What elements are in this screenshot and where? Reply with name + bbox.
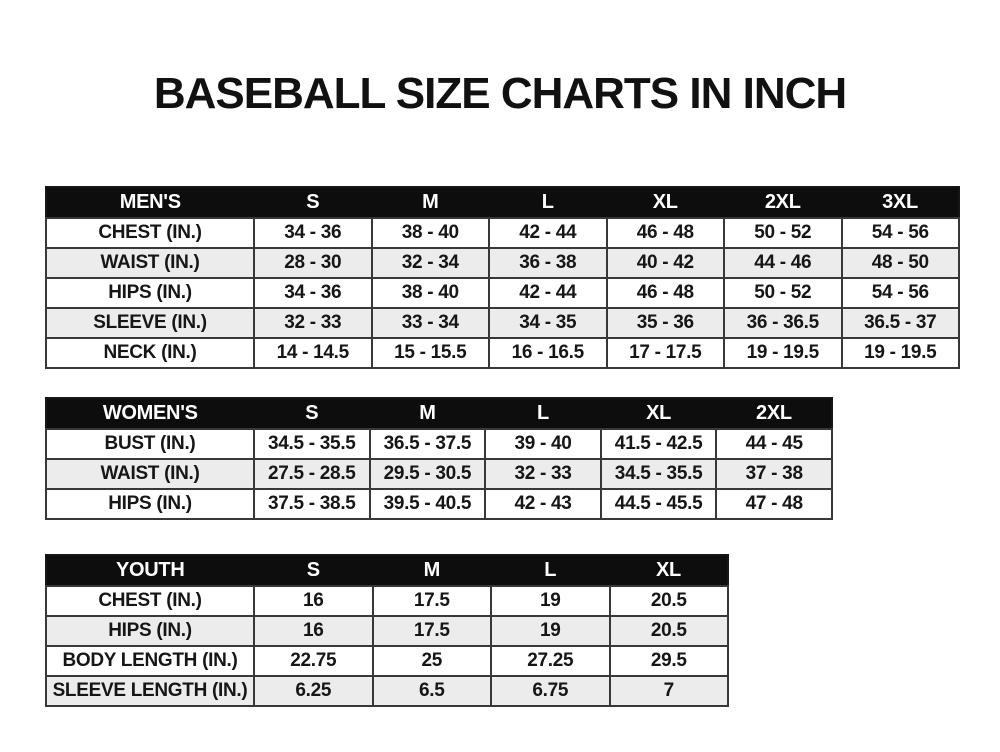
row-label: NECK (IN.) (46, 338, 254, 368)
size-value-cell: 36 - 36.5 (724, 308, 842, 338)
size-value-cell: 46 - 48 (607, 278, 725, 308)
category-header: MEN'S (46, 187, 254, 218)
size-value-cell: 27.5 - 28.5 (254, 459, 370, 489)
size-value-cell: 27.25 (491, 646, 610, 676)
size-value-cell: 6.25 (254, 676, 373, 706)
size-value-cell: 39 - 40 (485, 429, 601, 459)
table-row (46, 459, 832, 489)
size-value-cell: 42 - 44 (489, 218, 607, 248)
row-label: BODY LENGTH (IN.) (46, 646, 254, 676)
table-header-row (46, 398, 832, 429)
size-value-cell: 46 - 48 (607, 218, 725, 248)
size-column-header: S (254, 187, 372, 218)
womens-size-table (45, 397, 833, 520)
size-value-cell: 6.75 (491, 676, 610, 706)
size-value-cell: 19 (491, 616, 610, 646)
row-label: WAIST (IN.) (46, 248, 254, 278)
size-column-header: 2XL (724, 187, 842, 218)
size-value-cell: 34.5 - 35.5 (254, 429, 370, 459)
size-column-header: XL (610, 555, 729, 586)
table-row (46, 429, 832, 459)
size-value-cell: 44 - 46 (724, 248, 842, 278)
size-value-cell: 37 - 38 (716, 459, 832, 489)
size-value-cell: 44.5 - 45.5 (601, 489, 717, 519)
size-column-header: L (485, 398, 601, 429)
mens-size-table-grid (45, 186, 960, 369)
size-value-cell: 28 - 30 (254, 248, 372, 278)
size-value-cell: 22.75 (254, 646, 373, 676)
size-value-cell: 34 - 36 (254, 218, 372, 248)
size-value-cell: 14 - 14.5 (254, 338, 372, 368)
size-value-cell: 50 - 52 (724, 278, 842, 308)
table-header-row (46, 555, 728, 586)
size-value-cell: 32 - 33 (485, 459, 601, 489)
size-value-cell: 54 - 56 (842, 278, 960, 308)
size-value-cell: 7 (610, 676, 729, 706)
size-value-cell: 17.5 (373, 616, 492, 646)
size-value-cell: 17.5 (373, 586, 492, 616)
size-value-cell: 33 - 34 (372, 308, 490, 338)
size-value-cell: 20.5 (610, 616, 729, 646)
size-value-cell: 38 - 40 (372, 218, 490, 248)
size-value-cell: 40 - 42 (607, 248, 725, 278)
size-column-header: XL (607, 187, 725, 218)
table-row (46, 338, 959, 368)
table-row (46, 248, 959, 278)
size-value-cell: 19 - 19.5 (724, 338, 842, 368)
size-value-cell: 36.5 - 37 (842, 308, 960, 338)
youth-size-table (45, 554, 729, 707)
size-value-cell: 34.5 - 35.5 (601, 459, 717, 489)
table-row (46, 616, 728, 646)
table-row (46, 218, 959, 248)
size-value-cell: 20.5 (610, 586, 729, 616)
size-value-cell: 19 - 19.5 (842, 338, 960, 368)
row-label: CHEST (IN.) (46, 586, 254, 616)
size-value-cell: 15 - 15.5 (372, 338, 490, 368)
youth-size-table-grid (45, 554, 729, 707)
table-row (46, 586, 728, 616)
size-value-cell: 47 - 48 (716, 489, 832, 519)
table-row (46, 676, 728, 706)
size-column-header: S (254, 555, 373, 586)
size-value-cell: 16 - 16.5 (489, 338, 607, 368)
size-column-header: XL (601, 398, 717, 429)
row-label: SLEEVE (IN.) (46, 308, 254, 338)
size-value-cell: 38 - 40 (372, 278, 490, 308)
size-value-cell: 16 (254, 586, 373, 616)
size-value-cell: 29.5 (610, 646, 729, 676)
size-value-cell: 39.5 - 40.5 (370, 489, 486, 519)
size-value-cell: 29.5 - 30.5 (370, 459, 486, 489)
table-row (46, 308, 959, 338)
size-column-header: 3XL (842, 187, 960, 218)
size-value-cell: 48 - 50 (842, 248, 960, 278)
size-value-cell: 35 - 36 (607, 308, 725, 338)
size-value-cell: 32 - 33 (254, 308, 372, 338)
size-value-cell: 16 (254, 616, 373, 646)
size-value-cell: 32 - 34 (372, 248, 490, 278)
category-header: YOUTH (46, 555, 254, 586)
table-row (46, 489, 832, 519)
size-value-cell: 37.5 - 38.5 (254, 489, 370, 519)
size-value-cell: 34 - 35 (489, 308, 607, 338)
size-value-cell: 36.5 - 37.5 (370, 429, 486, 459)
table-header-row (46, 187, 959, 218)
size-column-header: S (254, 398, 370, 429)
size-value-cell: 41.5 - 42.5 (601, 429, 717, 459)
category-header: WOMEN'S (46, 398, 254, 429)
size-column-header: L (489, 187, 607, 218)
size-value-cell: 19 (491, 586, 610, 616)
size-value-cell: 6.5 (373, 676, 492, 706)
size-value-cell: 36 - 38 (489, 248, 607, 278)
size-value-cell: 44 - 45 (716, 429, 832, 459)
row-label: HIPS (IN.) (46, 489, 254, 519)
size-value-cell: 17 - 17.5 (607, 338, 725, 368)
size-column-header: 2XL (716, 398, 832, 429)
size-value-cell: 50 - 52 (724, 218, 842, 248)
size-value-cell: 25 (373, 646, 492, 676)
size-column-header: M (373, 555, 492, 586)
size-value-cell: 42 - 44 (489, 278, 607, 308)
mens-size-table (45, 186, 960, 369)
table-row (46, 646, 728, 676)
row-label: WAIST (IN.) (46, 459, 254, 489)
table-row (46, 278, 959, 308)
page-title: BASEBALL SIZE CHARTS IN INCH (153, 69, 847, 118)
womens-size-table-grid (45, 397, 833, 520)
size-value-cell: 54 - 56 (842, 218, 960, 248)
size-value-cell: 34 - 36 (254, 278, 372, 308)
row-label: CHEST (IN.) (46, 218, 254, 248)
size-column-header: M (370, 398, 486, 429)
row-label: SLEEVE LENGTH (IN.) (46, 676, 254, 706)
row-label: HIPS (IN.) (46, 616, 254, 646)
row-label: HIPS (IN.) (46, 278, 254, 308)
size-value-cell: 42 - 43 (485, 489, 601, 519)
size-column-header: L (491, 555, 610, 586)
row-label: BUST (IN.) (46, 429, 254, 459)
size-column-header: M (372, 187, 490, 218)
